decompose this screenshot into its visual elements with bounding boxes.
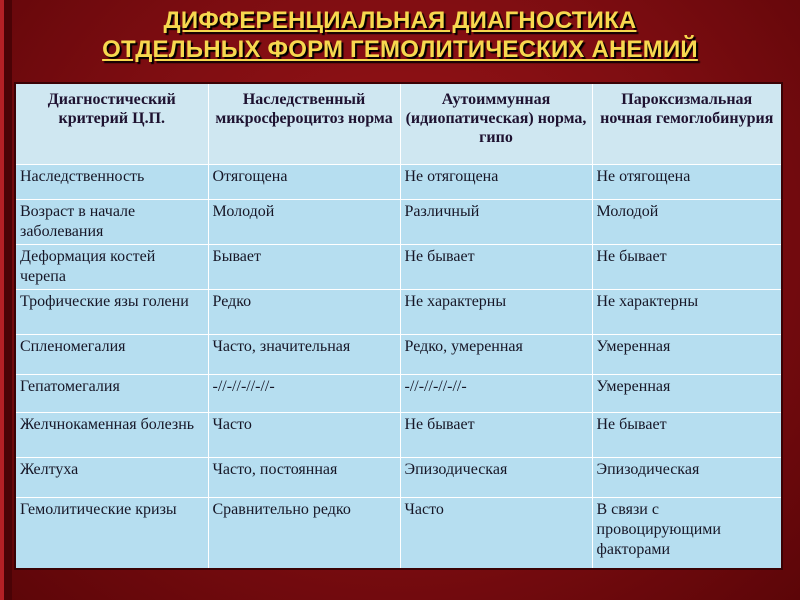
table-header-row: [15, 83, 782, 165]
cell-pnh: Не бывает: [592, 413, 782, 458]
cell-pnh: Не бывает: [592, 245, 782, 290]
title-line-2: ОТДЕЛЬНЫХ ФОРМ ГЕМОЛИТИЧЕСКИХ АНЕМИЙ: [102, 36, 698, 63]
row-criterion: Спленомегалия: [15, 335, 208, 375]
cell-microspherocytosis: Бывает: [208, 245, 400, 290]
left-accent-stripe: [0, 0, 4, 600]
cell-microspherocytosis: Отягощена: [208, 165, 400, 200]
table-row: [15, 498, 782, 570]
cell-pnh: Умеренная: [592, 335, 782, 375]
row-criterion: Трофические язы голени: [15, 290, 208, 335]
left-accent-bar: [0, 0, 12, 600]
cell-autoimmune: Эпизодическая: [400, 458, 592, 498]
cell-autoimmune: Часто: [400, 498, 592, 570]
table-row: [15, 458, 782, 498]
cell-autoimmune: Редко, умеренная: [400, 335, 592, 375]
slide-title: [0, 6, 800, 64]
cell-pnh: Молодой: [592, 200, 782, 245]
cell-pnh: Не характерны: [592, 290, 782, 335]
row-criterion: Желчнокаменная болезнь: [15, 413, 208, 458]
differential-diagnosis-table: [14, 82, 783, 570]
header-criterion: Диагностический критерий Ц.П.: [15, 83, 208, 165]
row-criterion: Деформация костей черепа: [15, 245, 208, 290]
table-row: [15, 375, 782, 413]
cell-autoimmune: Различный: [400, 200, 592, 245]
cell-microspherocytosis: Сравнительно редко: [208, 498, 400, 570]
header-microspherocytosis: Наследственный микросфероцитоз норма: [208, 83, 400, 165]
table-row: [15, 200, 782, 245]
cell-autoimmune: -//-//-//-//-: [400, 375, 592, 413]
table-row: [15, 290, 782, 335]
cell-microspherocytosis: Часто, значительная: [208, 335, 400, 375]
cell-microspherocytosis: -//-//-//-//-: [208, 375, 400, 413]
row-criterion: Гемолитические кризы: [15, 498, 208, 570]
cell-microspherocytosis: Часто, постоянная: [208, 458, 400, 498]
cell-microspherocytosis: Часто: [208, 413, 400, 458]
cell-pnh: Эпизодическая: [592, 458, 782, 498]
header-autoimmune: Аутоиммунная (идиопатическая) норма, гипо: [400, 83, 592, 165]
title-line-1: ДИФФЕРЕНЦИАЛЬНАЯ ДИАГНОСТИКА: [163, 7, 637, 34]
row-criterion: Желтуха: [15, 458, 208, 498]
table-row: [15, 413, 782, 458]
cell-autoimmune: Не характерны: [400, 290, 592, 335]
cell-pnh: В связи с провоцирующими факторами: [592, 498, 782, 570]
table-row: [15, 165, 782, 200]
cell-autoimmune: Не бывает: [400, 413, 592, 458]
cell-pnh: Не отягощена: [592, 165, 782, 200]
cell-microspherocytosis: Молодой: [208, 200, 400, 245]
cell-pnh: Умеренная: [592, 375, 782, 413]
row-criterion: Возраст в начале заболевания: [15, 200, 208, 245]
row-criterion: Гепатомегалия: [15, 375, 208, 413]
header-pnh: Пароксизмальная ночная гемоглобинурия: [592, 83, 782, 165]
row-criterion: Наследственность: [15, 165, 208, 200]
cell-autoimmune: Не отягощена: [400, 165, 592, 200]
table-row: [15, 335, 782, 375]
cell-autoimmune: Не бывает: [400, 245, 592, 290]
table-row: [15, 245, 782, 290]
cell-microspherocytosis: Редко: [208, 290, 400, 335]
